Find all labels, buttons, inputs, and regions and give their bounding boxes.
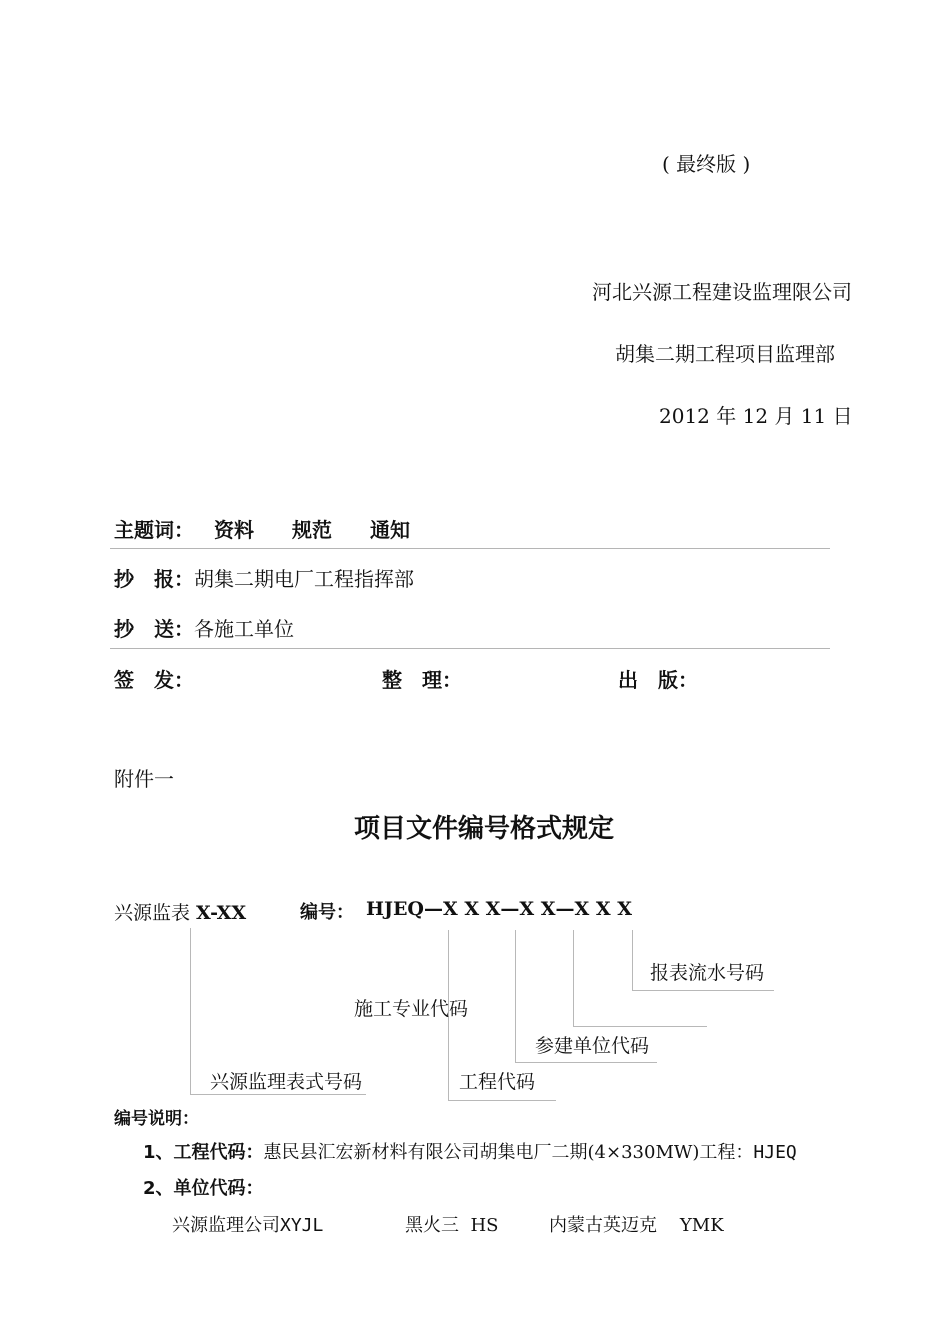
- callout-serial: 报表流水号码: [650, 962, 765, 984]
- explanation-heading: 编号说明：: [114, 1109, 199, 1129]
- callout-line: [190, 1094, 366, 1095]
- callout-line: [448, 1100, 556, 1101]
- item1-code: HJEQ: [753, 1142, 797, 1163]
- copy-report-label: 抄 报：: [114, 567, 194, 591]
- keyword-item: 资料: [214, 518, 254, 542]
- callout-line: [515, 930, 516, 1062]
- callout-line: [515, 1062, 657, 1063]
- unit-code: HS: [470, 1215, 499, 1236]
- unit-code: XYJL: [280, 1215, 324, 1236]
- unit-entry: [405, 1211, 498, 1237]
- unit-name: 兴源监理公司: [172, 1215, 280, 1236]
- callout-line: [632, 990, 774, 991]
- form-prefix: 兴源监表: [114, 902, 197, 924]
- callout-line: [573, 1026, 707, 1027]
- keywords-label: 主题词：: [114, 518, 194, 542]
- callout-form-type: 兴源监理表式号码: [210, 1071, 363, 1093]
- callout-unit: 参建单位代码: [535, 1035, 650, 1057]
- copy-report-row: [114, 563, 414, 592]
- callout-line: [632, 930, 633, 990]
- issuer-department: 胡集二期工程项目监理部: [615, 342, 835, 366]
- number-label: 编号：: [300, 902, 354, 923]
- keyword-item: 通知: [370, 518, 410, 542]
- version-label: ( 最终版 ): [662, 152, 751, 176]
- explanation-item-1: [143, 1138, 797, 1164]
- copy-send-label: 抄 送：: [114, 617, 194, 641]
- callout-line: [573, 930, 574, 1026]
- issue-date: 2012 年 12 月 11 日: [659, 404, 853, 428]
- number-pattern: HJEQ—X X X—X X—X X X: [366, 898, 632, 920]
- callout-project: 工程代码: [459, 1071, 536, 1093]
- copy-send-row: [114, 613, 294, 642]
- item1-text: 惠民县汇宏新材料有限公司胡集电厂二期(4×330MW)工程：: [263, 1142, 754, 1163]
- unit-name: 黑火三: [405, 1215, 459, 1236]
- item1-label: 1、工程代码：: [143, 1142, 264, 1163]
- form-code: X-XX: [196, 902, 247, 924]
- form-code-line: [114, 898, 246, 925]
- attachment-title: 项目文件编号格式规定: [354, 814, 615, 844]
- unit-entry: [549, 1211, 724, 1237]
- attachment-label: 附件一: [114, 767, 174, 791]
- publish-label: 出 版：: [618, 668, 698, 692]
- callout-line: [190, 928, 191, 1094]
- item2-label: 2、单位代码：: [143, 1178, 264, 1199]
- unit-entry: [172, 1211, 323, 1237]
- issuer-company: 河北兴源工程建设监理限公司: [592, 280, 852, 304]
- copy-send-value: 各施工单位: [194, 617, 294, 641]
- divider-line: [110, 648, 830, 649]
- sign-label: 签 发：: [114, 668, 194, 692]
- copy-report-value: 胡集二期电厂工程指挥部: [194, 567, 414, 591]
- divider-line: [110, 548, 830, 549]
- unit-code: YMK: [679, 1215, 724, 1236]
- unit-name: 内蒙古英迈克: [549, 1215, 657, 1236]
- keyword-item: 规范: [292, 518, 332, 542]
- callout-specialty: 施工专业代码: [354, 998, 469, 1020]
- arrange-label: 整 理：: [382, 668, 462, 692]
